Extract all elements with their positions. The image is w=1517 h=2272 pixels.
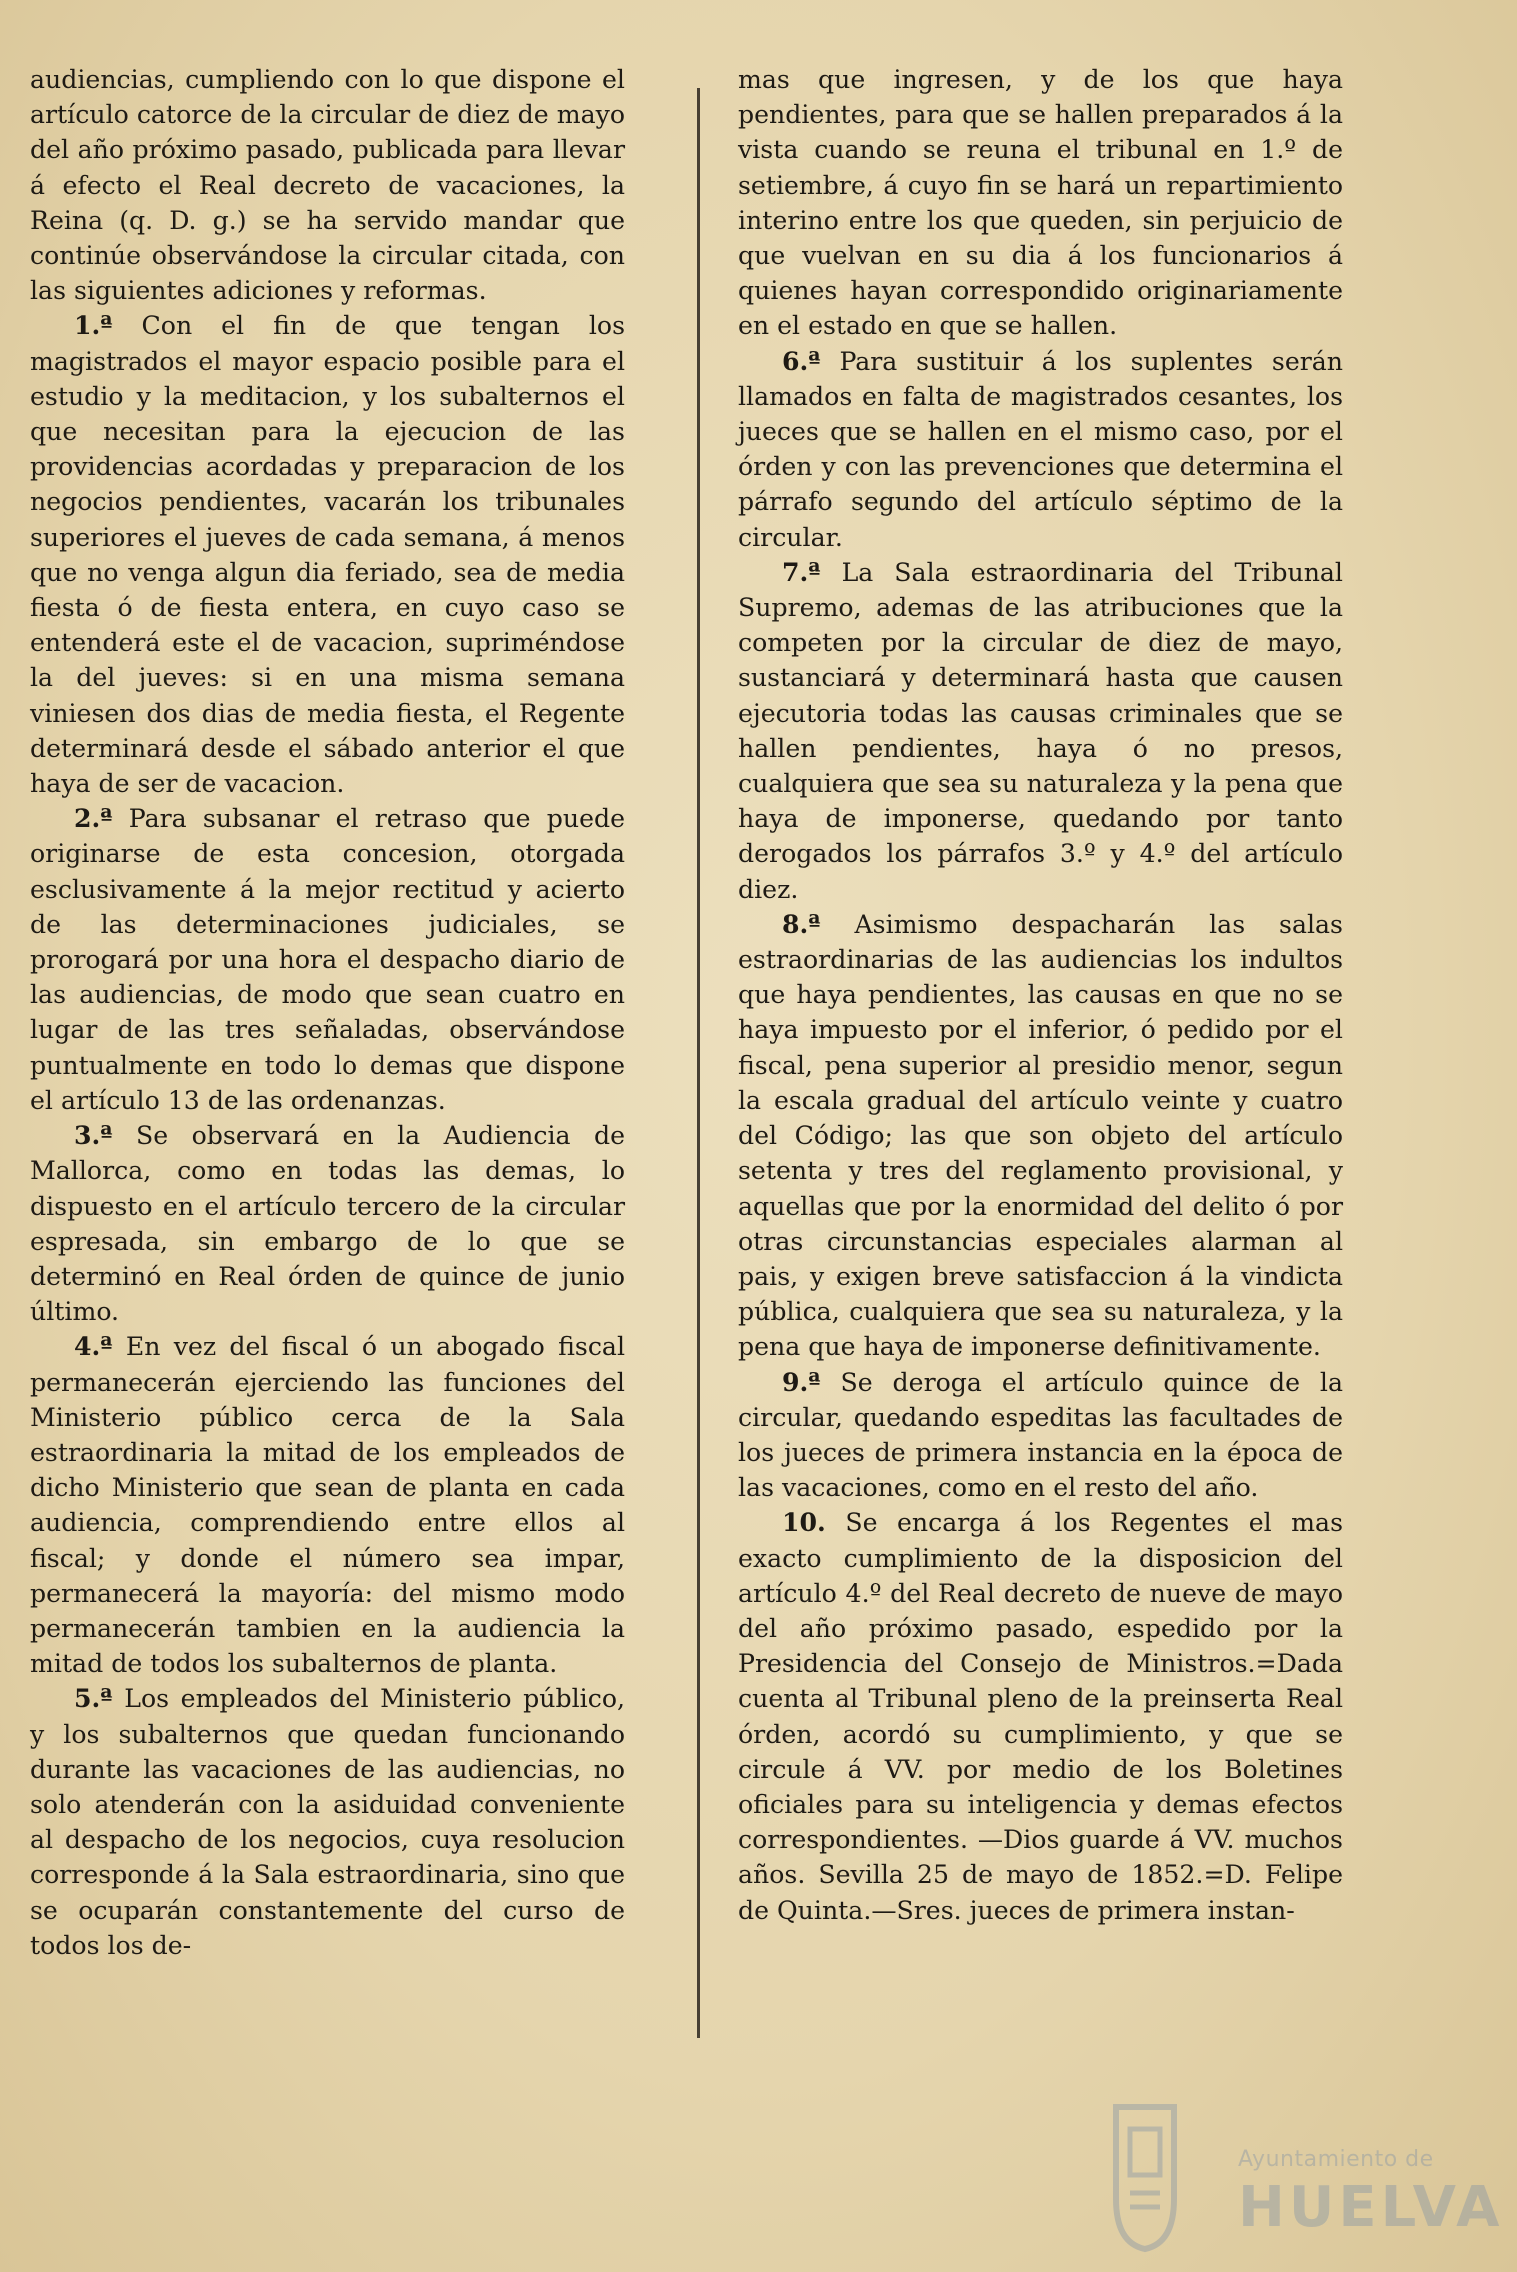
column-divider — [697, 88, 700, 2038]
right-column — [738, 62, 1343, 1928]
huelva-watermark — [1100, 2095, 1504, 2265]
paragraph-article-6 — [738, 344, 1343, 555]
article-number: 8.ª — [782, 908, 821, 939]
article-number: 7.ª — [782, 556, 821, 587]
watermark-line-2: HUELVA — [1238, 2175, 1504, 2240]
left-column — [30, 62, 625, 1963]
paragraph-text: Se observará en la Audiencia de Mallorca, como en todas las demas, lo dispuesto en el artículo tercero de la circular espresada, sin embargo de lo que se determinó en Real órden de quince de junio último. — [30, 1121, 625, 1327]
paragraph-article-5 — [30, 1681, 625, 1963]
article-number: 6.ª — [782, 345, 821, 376]
paragraph-article-8 — [738, 907, 1343, 1365]
paragraph-text: Con el fin de que tengan los magistrados el mayor espacio posible para el estudio y la meditacion, y los subalternos el que necesitan para la ejecucion de las providencias acordadas y preparacion de los negocios pendientes, vacarán los tribunales superiores el jueves de cada semana, á menos que no venga algun dia feriado, sea de media fiesta ó de fiesta entera, en cuyo caso se entenderá este el de vacacion, supriméndose la del jueves: si en una misma semana viniesen dos dias de media fiesta, el Regente determinará desde el sábado anterior el que haya de ser de vacacion. — [30, 311, 625, 799]
article-number: 1.ª — [74, 310, 113, 341]
paragraph-text: Se deroga el artículo quince de la circular, quedando espeditas las facultades de los jueces de primera instancia en la época de las vacaciones, como en el resto del año. — [738, 1367, 1343, 1503]
paragraph-text: La Sala estraordinaria del Tribunal Supremo, ademas de las atribuciones que la competen por la circular de diez de mayo, sustanciará y determinará hasta que causen ejecutoria todas las causas criminales que se hallen pendientes, haya ó no presos, cualquiera que sea su naturaleza y la pena que haya de imponerse, quedando por tanto derogados los párrafos 3.º y 4.º del artículo diez. — [738, 557, 1343, 904]
article-number: 10. — [782, 1507, 826, 1538]
paragraph-continuation — [738, 62, 1343, 344]
paragraph-article-2 — [30, 801, 625, 1118]
paragraph-intro — [30, 62, 625, 308]
article-number: 4.ª — [74, 1331, 113, 1362]
paragraph-text: Para subsanar el retraso que puede originarse de esta concesion, otorgada esclusivamente á la mejor rectitud y acierto de las determinaciones judiciales, se prorogará por una hora el despacho diario de las audiencias, de modo que sean cuatro en lugar de las tres señaladas, observándose puntualmente en todo lo demas que dispone el artículo 13 de las ordenanzas. — [30, 804, 625, 1115]
paragraph-text: En vez del fiscal ó un abogado fiscal permanecerán ejerciendo las funciones del Ministerio público cerca de la Sala estraordinaria la mitad de los empleados de dicho Ministerio que sean de planta en cada audiencia, comprendiendo entre ellos al fiscal; y donde el número sea impar, permanecerá la mayoría: del mismo modo permanecerán tambien en la audiencia la mitad de todos los subalternos de planta. — [30, 1332, 625, 1679]
article-number: 5.ª — [74, 1683, 113, 1714]
coat-of-arms-icon — [1108, 2103, 1182, 2253]
article-number: 2.ª — [74, 803, 113, 834]
article-number: 9.ª — [782, 1366, 821, 1397]
paragraph-article-4 — [30, 1329, 625, 1681]
paragraph-article-3 — [30, 1118, 625, 1329]
watermark-line-1: Ayuntamiento de — [1238, 2147, 1434, 2172]
article-number: 3.ª — [74, 1120, 113, 1151]
paragraph-text: mas que ingresen, y de los que haya pendientes, para que se hallen preparados á la vista cuando se reuna el tribunal en 1.º de setiembre, á cuyo fin se hará un repartimiento interino entre los que queden, sin perjuicio de que vuelvan en su dia á los funcionarios á quienes hayan correspondido originariamente en el estado en que se hallen. — [738, 65, 1343, 341]
paragraph-text: Asimismo despacharán las salas estraordinarias de las audiencias los indultos que haya pendientes, las causas en que no se haya impuesto por el inferior, ó pedido por el fiscal, pena superior al presidio menor, segun la escala gradual del artículo veinte y cuatro del Código; las que son objeto del artículo setenta y tres del reglamento provisional, y aquellas que por la enormidad del delito ó por otras circunstancias especiales alarman al pais, y exigen breve satisfaccion á la vindicta pública, cualquiera que sea su naturaleza, y la pena que haya de imponerse definitivamente. — [738, 909, 1343, 1362]
paragraph-text: Para sustituir á los suplentes serán llamados en falta de magistrados cesantes, los jueces que se hallen en el mismo caso, por el órden y con las prevenciones que determina el párrafo segundo del artículo séptimo de la circular. — [738, 346, 1343, 552]
paragraph-article-10 — [738, 1505, 1343, 1927]
paragraph-article-9 — [738, 1365, 1343, 1506]
paragraph-text: audiencias, cumpliendo con lo que dispone el artículo catorce de la circular de diez de mayo del año próximo pasado, publicada para llevar á efecto el Real decreto de vacaciones, la Reina (q. D. g.) se ha servido mandar que continúe observándose la circular citada, con las siguientes adiciones y reformas. — [30, 65, 625, 306]
paragraph-text: Los empleados del Ministerio público, y los subalternos que quedan funcionando durante las vacaciones de las audiencias, no solo atenderán con la asiduidad conveniente al despacho de los negocios, cuya resolucion corresponde á la Sala estraordinaria, sino que se ocuparán constantemente del curso de todos los de- — [30, 1684, 625, 1960]
paragraph-article-1 — [30, 308, 625, 801]
paragraph-text: Se encarga á los Regentes el mas exacto cumplimiento de la disposicion del artículo 4.º del Real decreto de nueve de mayo del año próximo pasado, espedido por la Presidencia del Consejo de Ministros.=Dada cuenta al Tribunal pleno de la preinserta Real órden, acordó su cumplimiento, y que se circule á VV. por medio de los Boletines oficiales para su inteligencia y demas efectos correspondientes. —Dios guarde á VV. muchos años. Sevilla 25 de mayo de 1852.=D. Felipe de Quinta.—Sres. jueces de primera instan- — [738, 1508, 1343, 1925]
paragraph-article-7 — [738, 555, 1343, 907]
